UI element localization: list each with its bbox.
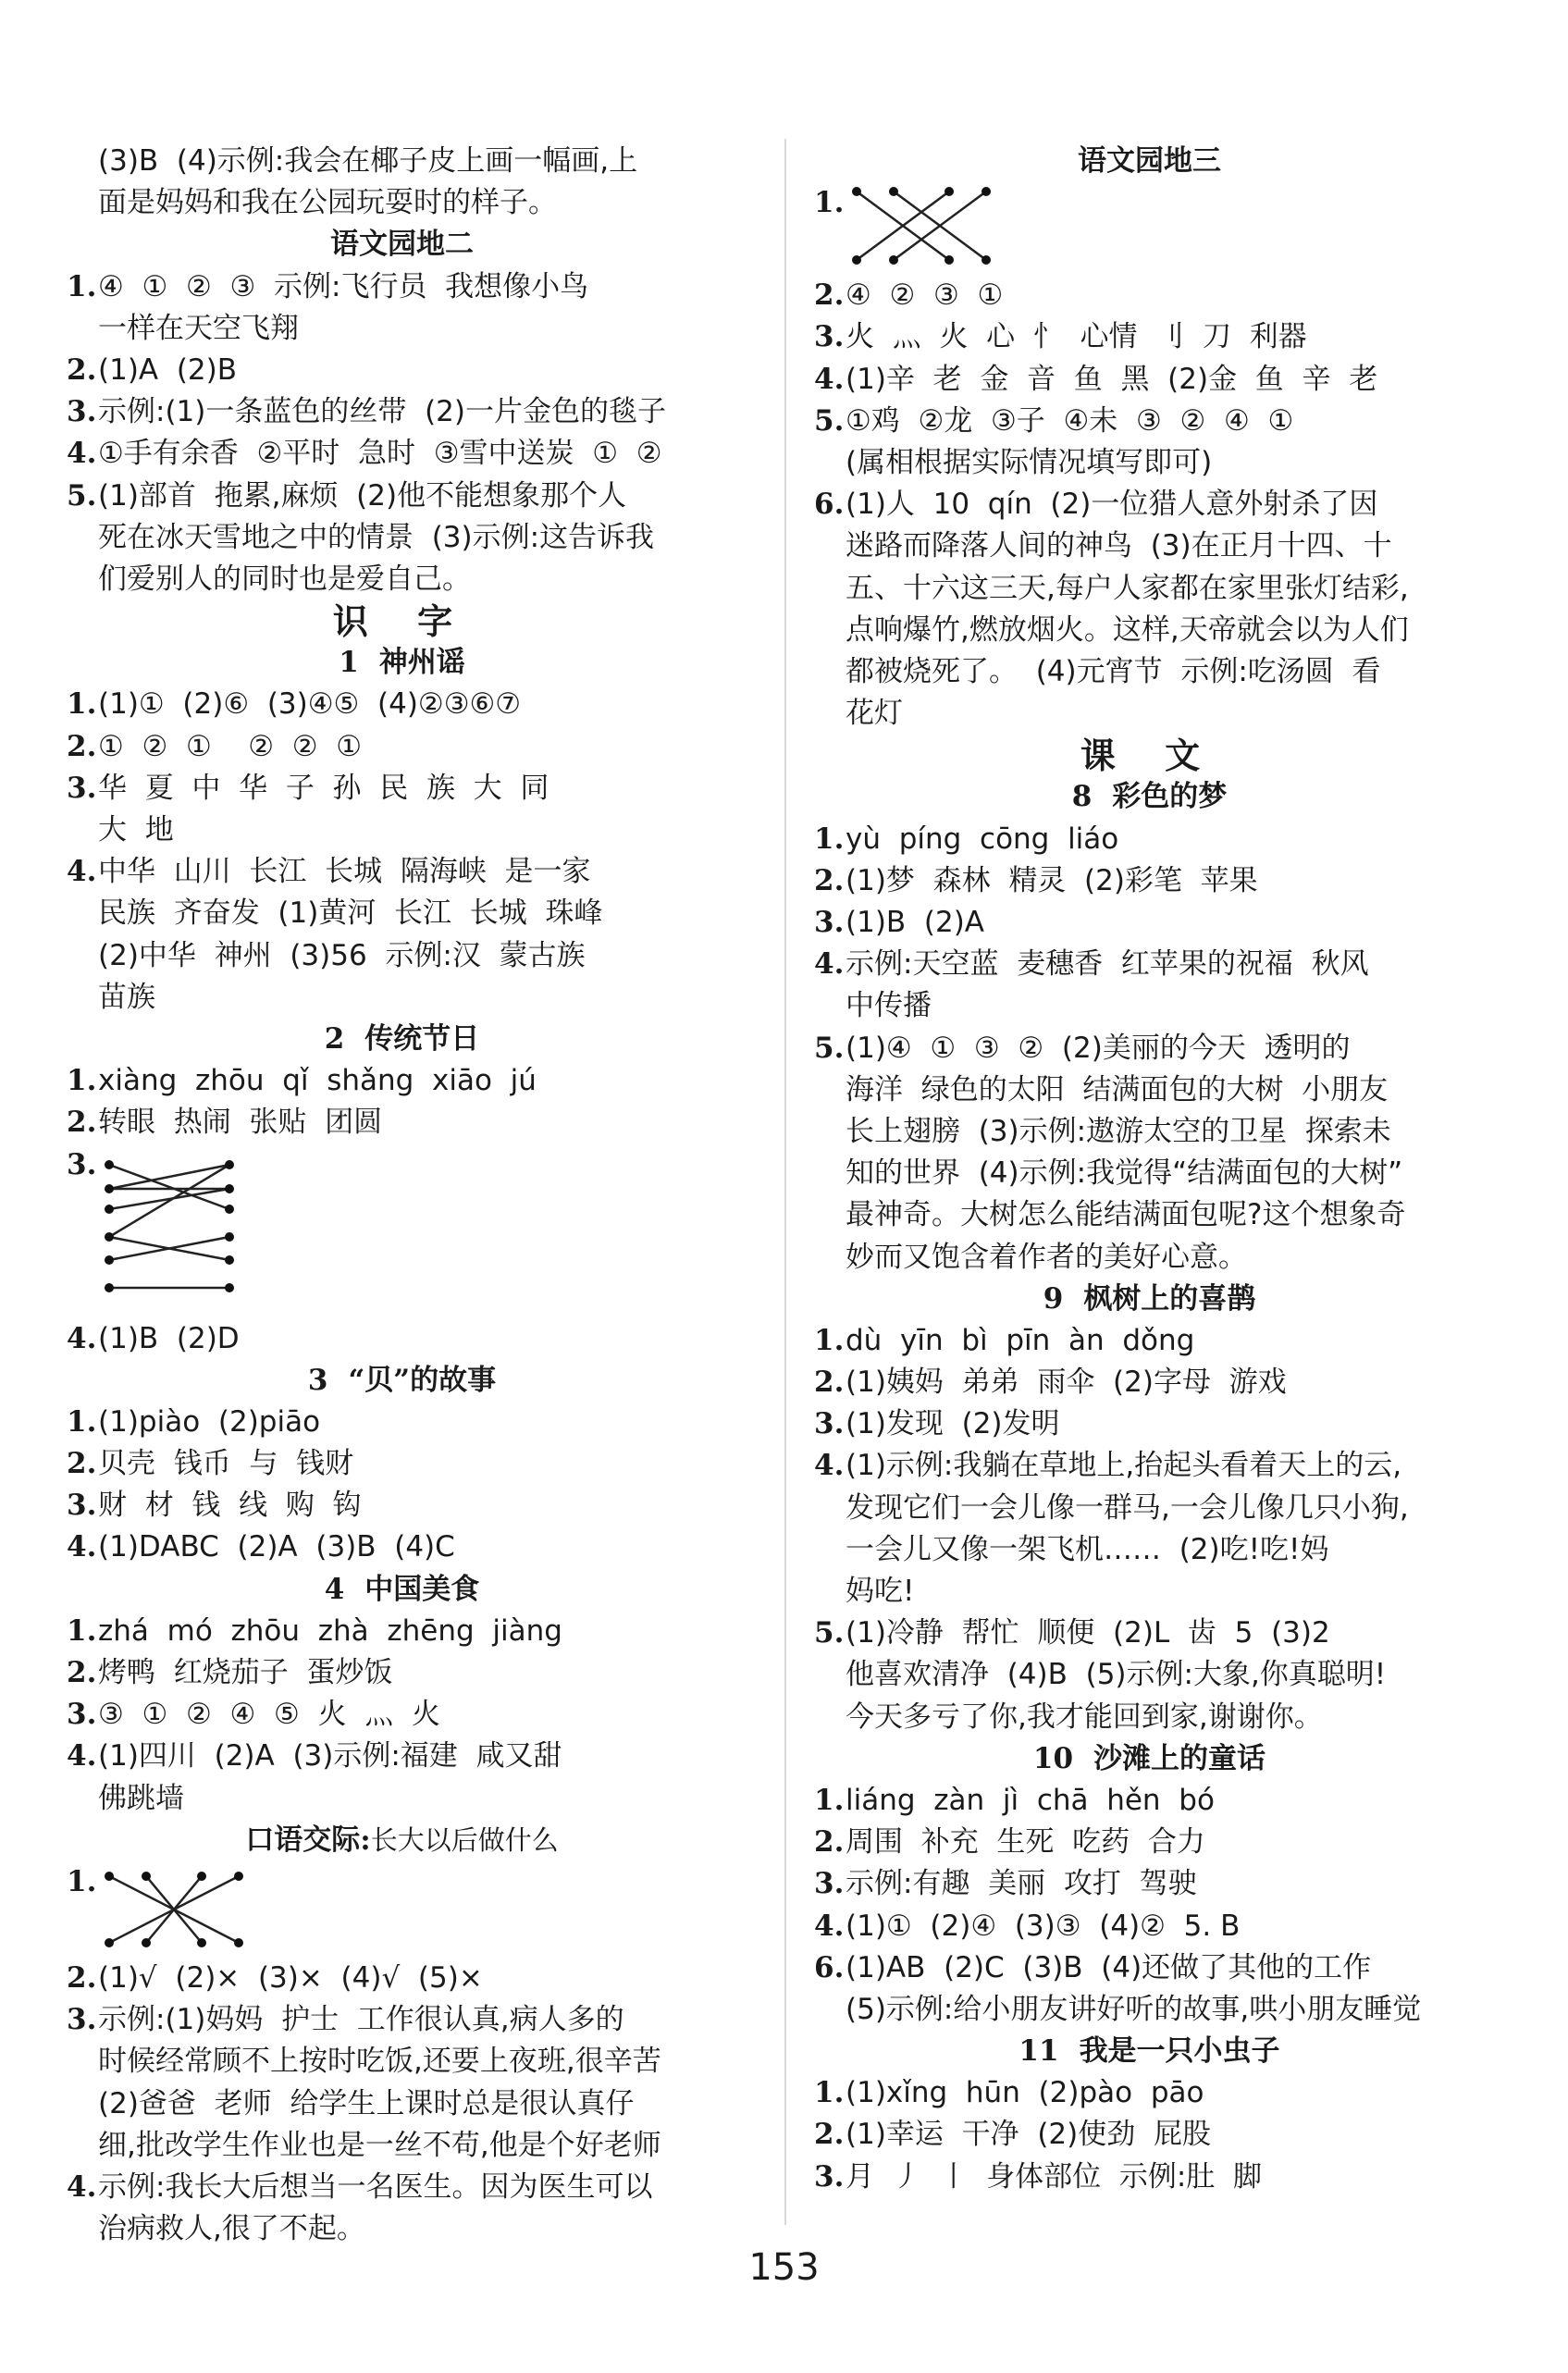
answer-text: ③ ① ② ④ ⑤ 火 灬 火 — [98, 1698, 440, 1732]
lesson-number: 1 — [339, 646, 359, 680]
answer-text: (1)幸运 干净 (2)使劲 屁股 — [846, 2118, 1211, 2152]
answer-text: (1)辛 老 金 音 鱼 黑 (2)金 鱼 辛 老 — [846, 362, 1378, 396]
answer-item — [814, 401, 1485, 442]
answer-text: (1)人 10 qín (2)一位猎人意外射杀了因 — [846, 488, 1378, 522]
answer-text: 中华 山川 长江 长城 隔海峡 是一家 — [98, 855, 591, 889]
item-number: 3. — [814, 2159, 845, 2194]
item-number: 1. — [814, 1323, 845, 1357]
lesson-title: 枫树上的喜鹊 — [1083, 1281, 1256, 1316]
item-number: 4. — [67, 1739, 97, 1774]
answer-text: 示例:有趣 美丽 攻打 驾驶 — [846, 1867, 1197, 1901]
item-number: 3. — [67, 771, 97, 805]
text-line: 死在冰天雪地之中的情景 (3)示例:这告诉我 — [98, 520, 655, 554]
answer-item — [814, 1028, 1485, 1069]
answer-item — [67, 768, 737, 810]
answer-item — [67, 684, 737, 725]
answer-item — [67, 1526, 737, 1568]
text-line: 海洋 绿色的太阳 结满面包的大树 小朋友 — [846, 1072, 1389, 1106]
answer-item — [67, 1443, 737, 1485]
answer-text: (1)B (2)D — [98, 1321, 240, 1355]
answer-text: (1)冷静 帮忙 顺便 (2)L 齿 5 (3)2 — [846, 1616, 1330, 1650]
text-line: (2)中华 神州 (3)56 示例:汉 蒙古族 — [98, 938, 586, 972]
item-number: 5. — [814, 1616, 845, 1650]
lesson-number: 9 — [1043, 1281, 1064, 1316]
answer-item — [814, 316, 1485, 358]
text-line: 妙而又饱含着作者的美好心意。 — [846, 1240, 1247, 1274]
text-line: (3)B (4)示例:我会在椰子皮上画一幅画,上 — [98, 144, 638, 178]
answer-item — [67, 476, 737, 517]
answer-text: (1)④ ① ③ ② (2)美丽的今天 透明的 — [846, 1031, 1351, 1065]
lesson-title: 传统节日 — [364, 1021, 480, 1056]
answer-item — [814, 359, 1485, 401]
text-line: 知的世界 (4)示例:我觉得“结满面包的大树” — [846, 1156, 1403, 1191]
item-number: 1. — [814, 822, 845, 856]
answer-item — [814, 1863, 1485, 1905]
answer-item — [67, 1102, 737, 1143]
matching-diagram — [67, 1144, 737, 1318]
answer-text: (1)A (2)B — [98, 352, 238, 387]
lesson-heading — [814, 1279, 1485, 1320]
item-number: 1. — [67, 269, 97, 303]
matching-lines — [847, 182, 1023, 275]
answer-text: 转眼 热闹 张贴 团圆 — [98, 1106, 383, 1140]
lesson-title: 沙滩上的童话 — [1093, 1741, 1266, 1775]
answer-item — [814, 1822, 1485, 1863]
answer-item — [814, 2072, 1485, 2114]
section-heading: 语文园地三 — [1078, 144, 1221, 178]
item-number: 2. — [67, 729, 97, 763]
item-number: 2. — [814, 278, 845, 313]
lesson-title: 神州谣 — [378, 646, 465, 680]
lesson-title: 我是一只小虫子 — [1079, 2034, 1280, 2069]
lesson-number: 3 — [307, 1363, 328, 1397]
answer-text: (1)姨妈 弟弟 雨伞 (2)字母 游戏 — [846, 1366, 1287, 1400]
text-line: 发现它们一会儿像一群马,一会儿像几只小狗, — [846, 1490, 1409, 1525]
answer-text: ①鸡 ②龙 ③子 ④未 ③ ② ④ ① — [846, 403, 1294, 438]
matching-diagram — [814, 182, 1485, 275]
answer-item — [814, 860, 1485, 902]
answer-text: (1)DABC (2)A (3)B (4)C — [98, 1530, 455, 1564]
answer-text: (1)示例:我躺在草地上,抬起头看着天上的云, — [846, 1449, 1402, 1483]
item-number: 4. — [67, 855, 97, 889]
text-line: (属相根据实际情况填写即可) — [846, 445, 1213, 479]
answer-text: (1)部首 拖累,麻烦 (2)他不能想象那个人 — [98, 478, 627, 513]
text-line: 们爱别人的同时也是爱自己。 — [98, 562, 471, 596]
item-number: 1. — [67, 1064, 97, 1098]
answer-item — [814, 1362, 1485, 1403]
answer-item — [814, 275, 1485, 316]
answer-text: (1)xǐng hūn (2)pào pāo — [846, 2076, 1204, 2110]
answer-text: 示例:(1)一条蓝色的丝带 (2)一片金色的毯子 — [98, 395, 666, 429]
text-line: 治病救人,很了不起。 — [98, 2212, 365, 2246]
answer-text: yù píng cōng liáo — [846, 822, 1119, 856]
text-line: 五、十六这三天,每户人家都在家里张灯结彩, — [846, 571, 1409, 605]
heading-sub: 长大以后做什么 — [370, 1823, 559, 1856]
answer-text: (1)梦 森林 精灵 (2)彩笔 苹果 — [846, 863, 1258, 897]
item-number: 5. — [67, 478, 97, 513]
item-number: 3. — [814, 906, 845, 939]
left-column — [67, 141, 737, 2250]
item-number: 5. — [814, 403, 845, 438]
text-line: 迷路而降落人间的神鸟 (3)在正月十四、十 — [846, 529, 1392, 563]
answer-item — [67, 1402, 737, 1443]
answer-item — [67, 1652, 737, 1694]
text-line: 长上翅膀 (3)示例:遨游太空的卫星 探索未 — [846, 1114, 1391, 1148]
lesson-number: 10 — [1032, 1741, 1074, 1775]
answer-text: (1)发现 (2)发明 — [846, 1407, 1060, 1441]
answer-item — [814, 2114, 1485, 2156]
item-number: 6. — [814, 1950, 845, 1984]
lesson-title: 彩色的梦 — [1112, 780, 1228, 814]
answer-item — [814, 1947, 1485, 1989]
item-number: 1. — [67, 1613, 97, 1648]
item-number: 2. — [67, 352, 97, 387]
item-number: 3. — [67, 1147, 97, 1181]
item-number: 6. — [814, 488, 845, 522]
answer-item — [67, 1485, 737, 1526]
item-number: 4. — [814, 1449, 845, 1483]
lesson-heading — [814, 2031, 1485, 2072]
text-line: 苗族 — [98, 980, 155, 1014]
answer-item — [814, 819, 1485, 860]
answer-item — [67, 1958, 737, 1999]
answer-item — [67, 1318, 737, 1360]
answer-item — [814, 1320, 1485, 1362]
answer-text: (1)piào (2)piāo — [98, 1404, 321, 1439]
lesson-heading — [67, 1569, 737, 1611]
item-number: 4. — [67, 1530, 97, 1564]
section-heading — [67, 1820, 737, 1861]
text-line: 民族 齐奋发 (1)黄河 长江 长城 珠峰 — [98, 896, 603, 931]
item-number: 5. — [814, 1031, 845, 1065]
answer-item — [814, 1780, 1485, 1822]
answer-item — [814, 484, 1485, 525]
answer-item — [67, 1611, 737, 1652]
text-line: (5)示例:给小朋友讲好听的故事,哄小朋友睡觉 — [846, 1992, 1422, 2026]
item-number: 3. — [814, 320, 845, 354]
lesson-heading — [67, 1019, 737, 1060]
lesson-title: 中国美食 — [364, 1572, 480, 1606]
item-number: 2. — [67, 1960, 97, 1995]
answer-text: (1)① (2)⑥ (3)④⑤ (4)②③⑥⑦ — [98, 687, 522, 722]
answer-item — [67, 391, 737, 433]
answer-text: 周围 补充 生死 吃药 合力 — [846, 1825, 1205, 1860]
matching-diagram — [67, 1861, 737, 1958]
answer-item — [67, 726, 737, 768]
heading-main: 口语交际: — [245, 1823, 371, 1857]
section-heading: 识 字 — [332, 600, 472, 643]
item-number: 1. — [814, 1783, 845, 1817]
item-number: 4. — [814, 947, 845, 982]
item-number: 1. — [814, 2076, 845, 2110]
answer-text: (1)四川 (2)A (3)示例:福建 咸又甜 — [98, 1739, 562, 1774]
answer-text: 贝壳 钱币 与 钱财 — [98, 1447, 354, 1481]
text-line: 花灯 — [846, 697, 903, 731]
item-number: 2. — [67, 1447, 97, 1481]
text-line: 佛跳墙 — [98, 1781, 184, 1815]
text-line: 细,批改学生作业也是一丝不苟,他是个好老师 — [98, 2128, 661, 2162]
answer-item — [814, 1906, 1485, 1947]
matching-lines — [100, 1144, 276, 1318]
lesson-number: 11 — [1019, 2034, 1059, 2069]
answer-text: zhá mó zhōu zhà zhēng jiàng — [98, 1613, 562, 1648]
item-number: 3. — [67, 2003, 97, 2037]
item-number: 1. — [67, 1404, 97, 1439]
answer-item — [814, 1445, 1485, 1487]
answer-item — [814, 2157, 1485, 2198]
item-number: 3. — [67, 1489, 97, 1523]
answer-text: ① ② ① ② ② ① — [98, 729, 362, 763]
item-number: 1. — [814, 186, 845, 220]
item-number: 2. — [814, 863, 845, 897]
item-number: 3. — [814, 1867, 845, 1901]
item-number: 2. — [814, 2118, 845, 2152]
answer-text: 示例:(1)妈妈 护士 工作很认真,病人多的 — [98, 2003, 624, 2037]
lesson-heading — [67, 1360, 737, 1402]
item-number: 2. — [814, 1825, 845, 1860]
item-number: 2. — [67, 1106, 97, 1140]
answer-item — [67, 1060, 737, 1102]
text-line: 一会儿又像一架飞机…… (2)吃!吃!妈 — [846, 1532, 1329, 1566]
text-line: 一样在天空飞翔 — [98, 311, 299, 345]
answer-text: ①手有余香 ②平时 急时 ③雪中送炭 ① ② — [98, 437, 662, 471]
item-number: 4. — [814, 1909, 845, 1943]
text-line: (2)爸爸 老师 给学生上课时总是很认真仔 — [98, 2086, 635, 2120]
answer-item — [67, 851, 737, 893]
text-line: 中传播 — [846, 989, 932, 1023]
text-line: 大 地 — [98, 813, 174, 847]
page-number: 153 — [748, 2246, 820, 2289]
answer-item — [814, 944, 1485, 985]
answer-item — [67, 1694, 737, 1736]
text-line: 妈吃! — [846, 1575, 915, 1608]
item-number: 3. — [67, 395, 97, 429]
answer-item — [67, 266, 737, 308]
answer-text: xiàng zhōu qǐ shǎng xiāo jú — [98, 1064, 537, 1098]
answer-text: ④ ① ② ③ 示例:飞行员 我想像小鸟 — [98, 269, 589, 303]
item-number: 1. — [67, 1864, 97, 1898]
answer-item — [67, 1999, 737, 2041]
answer-text: 示例:天空蓝 麦穗香 红苹果的祝福 秋风 — [846, 947, 1369, 982]
answer-text: (1)B (2)A — [846, 906, 985, 939]
lesson-heading — [814, 1738, 1485, 1780]
right-column — [814, 141, 1485, 2198]
answer-item — [814, 1613, 1485, 1654]
answer-text: 火 灬 火 心 忄 心情 刂 刀 利器 — [846, 320, 1307, 354]
text-line: 最神奇。大树怎么能结满面包呢?这个想象奇 — [846, 1198, 1406, 1232]
lesson-title: “贝”的故事 — [348, 1363, 497, 1397]
answer-text: (1)AB (2)C (3)B (4)还做了其他的工作 — [846, 1950, 1372, 1984]
answer-item — [814, 902, 1485, 944]
lesson-number: 8 — [1071, 780, 1093, 814]
text-line: 点响爆竹,燃放烟火。这样,天帝就会以为人们 — [846, 612, 1409, 647]
item-number: 4. — [67, 2169, 97, 2204]
answer-text: liáng zàn jì chā hěn bó — [846, 1783, 1215, 1817]
answer-text: ④ ② ③ ① — [846, 278, 1004, 313]
item-number: 3. — [67, 1698, 97, 1732]
item-number: 4. — [67, 1321, 97, 1355]
answer-text: (1)√ (2)× (3)× (4)√ (5)× — [98, 1960, 483, 1995]
text-line: 今天多亏了你,我才能回到家,谢谢你。 — [846, 1699, 1323, 1734]
answer-item — [814, 1403, 1485, 1445]
answer-item — [67, 1736, 737, 1777]
lesson-number: 4 — [324, 1572, 345, 1606]
item-number: 3. — [814, 1407, 845, 1441]
item-number: 1. — [67, 687, 97, 722]
answer-text: 月 丿 丨 身体部位 示例:肚 脚 — [846, 2159, 1262, 2194]
item-number: 4. — [67, 437, 97, 471]
section-heading: 课 文 — [1080, 735, 1219, 777]
item-number: 2. — [814, 1366, 845, 1400]
answer-item — [67, 2167, 737, 2208]
answer-text: 烤鸭 红烧茄子 蛋炒饭 — [98, 1656, 393, 1689]
answer-text: (1)① (2)④ (3)③ (4)② 5. B — [846, 1909, 1241, 1943]
answer-text: 财 材 钱 线 购 钩 — [98, 1489, 362, 1523]
answer-item — [67, 433, 737, 475]
text-line: 面是妈妈和我在公园玩耍时的样子。 — [98, 186, 557, 220]
lesson-number: 2 — [324, 1021, 345, 1056]
item-number: 2. — [67, 1656, 97, 1689]
answer-text: 华 夏 中 华 子 孙 民 族 大 同 — [98, 771, 549, 805]
item-number: 4. — [814, 362, 845, 396]
text-line: 时候经常顾不上按时吃饭,还要上夜班,很辛苦 — [98, 2045, 661, 2079]
section-heading: 语文园地二 — [330, 228, 474, 262]
column-divider — [784, 139, 786, 2225]
text-line: 都被烧死了。 (4)元宵节 示例:吃汤圆 看 — [846, 654, 1381, 688]
answer-text: 示例:我长大后想当一名医生。因为医生可以 — [98, 2169, 653, 2204]
answer-item — [67, 350, 737, 391]
answer-text: dù yīn bì pīn àn dǒng — [846, 1323, 1195, 1357]
lesson-heading — [814, 776, 1485, 818]
lesson-heading — [67, 642, 737, 684]
text-line: 他喜欢清净 (4)B (5)示例:大象,你真聪明! — [846, 1658, 1387, 1692]
matching-lines — [100, 1861, 276, 1958]
